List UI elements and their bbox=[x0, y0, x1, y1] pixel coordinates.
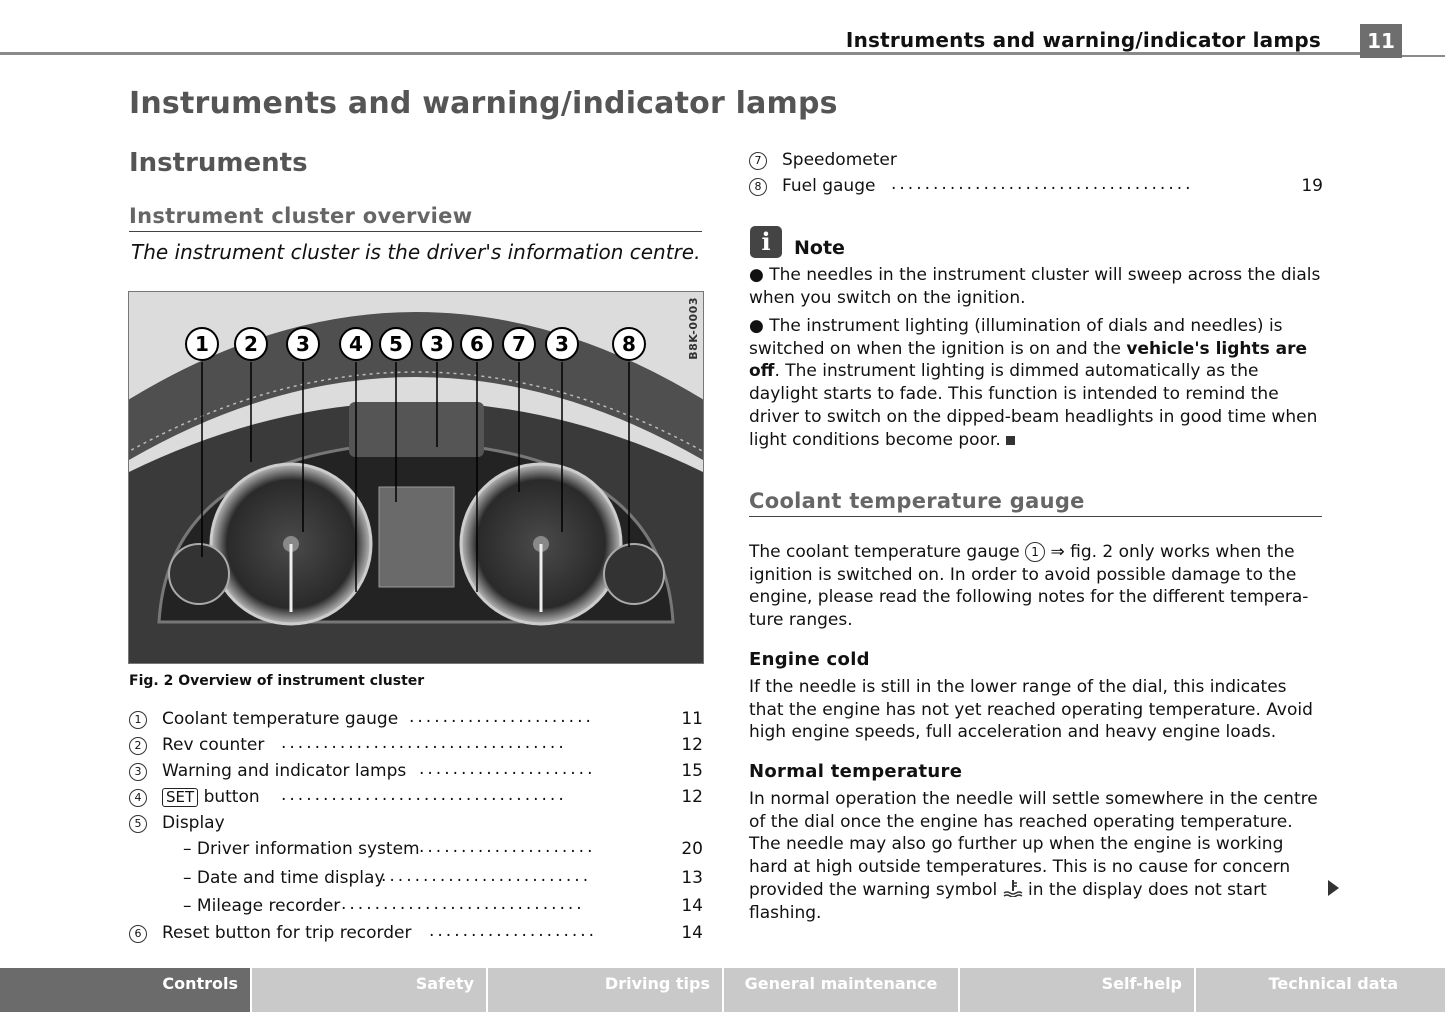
note-bullet-2-emphasis: vehicle's lights are off bbox=[749, 338, 1308, 382]
legend-label: Speedometer bbox=[782, 150, 897, 170]
legend-label: Coolant temperature gauge bbox=[162, 709, 399, 729]
legend-page: 13 bbox=[681, 868, 703, 888]
engine-cold-heading: Engine cold bbox=[749, 649, 870, 670]
legend-number: 7 bbox=[749, 152, 767, 170]
leader-dots: .................................. bbox=[281, 785, 567, 805]
callout-5: 5 bbox=[379, 327, 413, 361]
leader-dots: ...................... bbox=[409, 707, 594, 727]
coolant-heading: Coolant temperature gauge bbox=[749, 489, 1085, 513]
legend-label: – Mileage recorder bbox=[183, 896, 341, 916]
note-bullet-1-text: The needles in the instrument cluster will sweep across the dials when you switch on the ignition. bbox=[749, 265, 1321, 308]
callout-1: 1 bbox=[185, 327, 219, 361]
coolant-warning-icon bbox=[1003, 879, 1023, 897]
fuel-gauge-dial bbox=[604, 544, 664, 604]
legend-label: Fuel gauge bbox=[782, 176, 876, 196]
coolant-text-b: ⇒ fig. 2 only works when the ignition is switched on. In order to avoid possible damage to the engine, please read the following notes for the different tempera-ture ranges. bbox=[749, 542, 1309, 631]
tab-self-help[interactable]: Self-help bbox=[960, 968, 1196, 1012]
page-number: 11 bbox=[1360, 24, 1402, 58]
page-title: Instruments and warning/indicator lamps bbox=[129, 86, 838, 121]
legend-page: 12 bbox=[681, 787, 703, 807]
coolant-gauge-dial bbox=[169, 544, 229, 604]
bullet-icon: ● bbox=[749, 316, 764, 336]
legend-page: 12 bbox=[681, 735, 703, 755]
legend-page: 19 bbox=[1301, 176, 1323, 196]
callout-3: 3 bbox=[286, 327, 320, 361]
leader-dots: ......................... bbox=[381, 866, 592, 886]
callout-6: 6 bbox=[460, 327, 494, 361]
header-rule-right bbox=[1402, 55, 1445, 57]
legend-number: 6 bbox=[129, 925, 147, 943]
note-title: Note bbox=[794, 237, 845, 259]
callout-2: 2 bbox=[234, 327, 268, 361]
subsection-title: Instrument cluster overview bbox=[129, 204, 473, 228]
end-of-section-icon bbox=[1006, 436, 1015, 445]
coolant-paragraph bbox=[749, 541, 1322, 632]
legend-number: 1 bbox=[129, 711, 147, 729]
info-icon: i bbox=[750, 226, 782, 258]
legend-page: 15 bbox=[681, 761, 703, 781]
running-header-title: Instruments and warning/indicator lamps bbox=[845, 28, 1321, 52]
legend-number: 8 bbox=[749, 178, 767, 196]
note-bullet-1 bbox=[749, 264, 1322, 309]
upper-display-window bbox=[349, 402, 484, 457]
normal-text-b: in the display does not start flashing. bbox=[749, 879, 1267, 923]
header-rule bbox=[0, 52, 1360, 55]
callout-3c: 3 bbox=[545, 327, 579, 361]
lead-text: The instrument cluster is the driver's information centre. bbox=[131, 240, 701, 264]
legend-number: 4 bbox=[129, 789, 147, 807]
legend-label: Reset button for trip recorder bbox=[162, 923, 412, 943]
bullet-icon: ● bbox=[749, 265, 764, 285]
normal-temperature-heading: Normal temperature bbox=[749, 761, 963, 782]
tab-safety[interactable]: Safety bbox=[252, 968, 488, 1012]
note-bullet-2 bbox=[749, 315, 1322, 451]
legend-label: Display bbox=[162, 813, 225, 833]
coolant-text-a: The coolant temperature gauge bbox=[749, 542, 1020, 562]
callout-4: 4 bbox=[339, 327, 373, 361]
legend-number: 3 bbox=[129, 763, 147, 781]
normal-temperature-paragraph bbox=[749, 788, 1322, 924]
legend-page: 14 bbox=[681, 923, 703, 943]
legend-label: Warning and indicator lamps bbox=[162, 761, 407, 781]
figure-code: B8K-0003 bbox=[687, 297, 700, 360]
tab-controls[interactable]: Controls bbox=[0, 968, 252, 1012]
legend-label bbox=[162, 787, 260, 807]
legend-number: 5 bbox=[129, 815, 147, 833]
legend-page: 11 bbox=[681, 709, 703, 729]
note-bullet-2-text-cont: . The instrument lighting is dimmed automatically as the daylight starts to fade. This function is intended to remind the driver to switch on the dipped-beam headlights in good time when light conditions become poor. bbox=[749, 361, 1318, 450]
ref-number: 1 bbox=[1025, 542, 1045, 562]
section-title: Instruments bbox=[129, 148, 308, 178]
leader-dots: ..................... bbox=[419, 759, 596, 779]
leader-dots: .................... bbox=[429, 921, 598, 941]
coolant-rule bbox=[749, 516, 1322, 517]
callout-8: 8 bbox=[612, 327, 646, 361]
callout-3b: 3 bbox=[420, 327, 454, 361]
legend-label: – Date and time display bbox=[183, 868, 385, 888]
subsection-rule bbox=[129, 231, 702, 232]
legend-label: – Driver information system bbox=[183, 839, 420, 859]
tab-technical-data[interactable]: Technical data bbox=[1196, 968, 1445, 1012]
set-key: SET bbox=[162, 788, 198, 807]
figure-caption: Fig. 2 Overview of instrument cluster bbox=[129, 673, 425, 689]
leader-dots: ..................... bbox=[419, 837, 596, 857]
callout-7: 7 bbox=[502, 327, 536, 361]
leader-dots: ............................. bbox=[341, 894, 585, 914]
legend-label: Rev counter bbox=[162, 735, 265, 755]
next-page-arrow-icon bbox=[1328, 880, 1339, 896]
engine-cold-text: If the needle is still in the lower range of the dial, this indicates that the engine has not yet reached operating temperature. Avoid high engine speeds, full acceleration and heavy engine loads. bbox=[749, 677, 1313, 743]
instrument-cluster-figure bbox=[128, 291, 704, 664]
leader-dots: .................................... bbox=[891, 174, 1194, 194]
leader-dots: .................................. bbox=[281, 733, 567, 753]
section-tabs bbox=[0, 968, 1445, 1012]
legend-page: 14 bbox=[681, 896, 703, 916]
note-bullet-2-text: The instrument lighting (illumination of dials and needles) is switched on when the ignition is on and the bbox=[749, 316, 1283, 359]
legend-label-text: button bbox=[203, 787, 260, 807]
tab-driving-tips[interactable]: Driving tips bbox=[488, 968, 724, 1012]
tab-general-maintenance[interactable]: General maintenance bbox=[724, 968, 960, 1012]
legend-number: 2 bbox=[129, 737, 147, 755]
center-display bbox=[379, 487, 454, 587]
normal-text-a: In normal operation the needle will settle somewhere in the centre of the dial once the engine has reached operating temperature. The needle may also go further up when the engine is working hard at high outside temperatures. This is no cause for concern provided the warning symbol bbox=[749, 789, 1318, 900]
legend-page: 20 bbox=[681, 839, 703, 859]
